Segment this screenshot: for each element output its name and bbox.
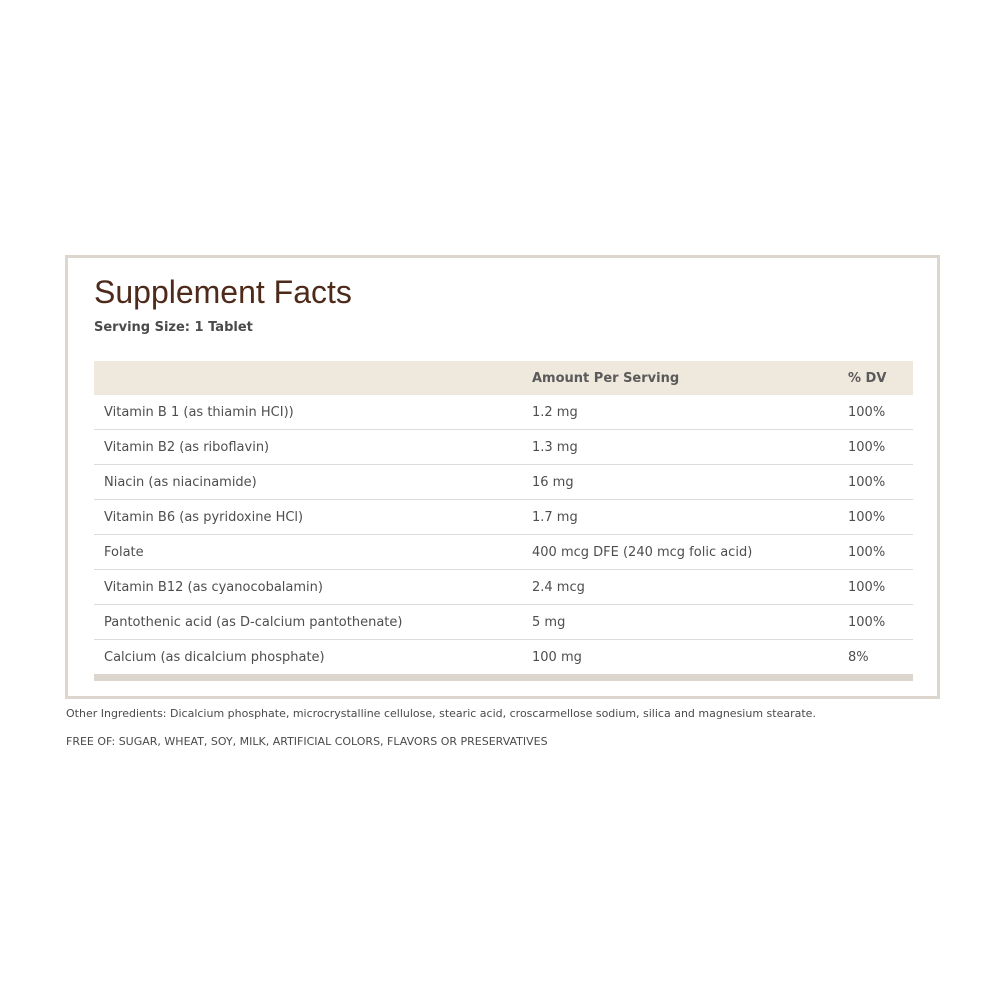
nutrient-dv: 100% — [838, 535, 913, 570]
column-header-dv: % DV — [848, 370, 887, 386]
nutrient-name: Niacin (as niacinamide) — [94, 465, 522, 500]
column-header-name — [94, 361, 522, 395]
table-row — [94, 535, 913, 570]
serving-size: Serving Size: 1 Tablet — [94, 320, 253, 335]
table-row — [94, 395, 913, 430]
nutrient-name: Vitamin B6 (as pyridoxine HCl) — [94, 500, 522, 535]
other-ingredients-note: Other Ingredients: Dicalcium phosphate, microcrystalline cellulose, stearic acid, croscarmellose sodium, silica and magnesium stearate. — [66, 707, 816, 720]
nutrient-name: Pantothenic acid (as D-calcium pantothenate) — [94, 605, 522, 640]
free-of-note: FREE OF: SUGAR, WHEAT, SOY, MILK, ARTIFICIAL COLORS, FLAVORS OR PRESERVATIVES — [66, 735, 548, 748]
supplement-facts-table — [94, 361, 913, 681]
nutrient-amount: 1.3 mg — [522, 430, 838, 465]
supplement-facts-panel — [65, 255, 940, 699]
table-row — [94, 430, 913, 465]
nutrient-amount: 2.4 mcg — [522, 570, 838, 605]
supplement-facts-title: Supplement Facts — [94, 274, 352, 310]
table-row — [94, 570, 913, 605]
nutrient-name: Vitamin B 1 (as thiamin HCI)) — [94, 395, 522, 430]
table-row — [94, 465, 913, 500]
nutrient-dv: 100% — [838, 605, 913, 640]
nutrient-amount: 1.7 mg — [522, 500, 838, 535]
nutrient-name: Calcium (as dicalcium phosphate) — [94, 640, 522, 678]
nutrient-name: Folate — [94, 535, 522, 570]
nutrient-amount: 400 mcg DFE (240 mcg folic acid) — [522, 535, 838, 570]
table-row — [94, 500, 913, 535]
nutrient-amount: 1.2 mg — [522, 395, 838, 430]
nutrient-dv: 100% — [838, 430, 913, 465]
table-row — [94, 640, 913, 678]
nutrient-dv: 100% — [838, 500, 913, 535]
nutrient-name: Vitamin B12 (as cyanocobalamin) — [94, 570, 522, 605]
nutrient-dv: 100% — [838, 465, 913, 500]
nutrient-dv: 8% — [838, 640, 913, 678]
nutrient-amount: 100 mg — [522, 640, 838, 678]
table-header-row — [94, 361, 913, 395]
column-header-amount: Amount Per Serving — [532, 370, 680, 386]
nutrient-dv: 100% — [838, 570, 913, 605]
table-row — [94, 605, 913, 640]
nutrient-name: Vitamin B2 (as riboflavin) — [94, 430, 522, 465]
nutrient-amount: 5 mg — [522, 605, 838, 640]
nutrient-dv: 100% — [838, 395, 913, 430]
nutrient-amount: 16 mg — [522, 465, 838, 500]
